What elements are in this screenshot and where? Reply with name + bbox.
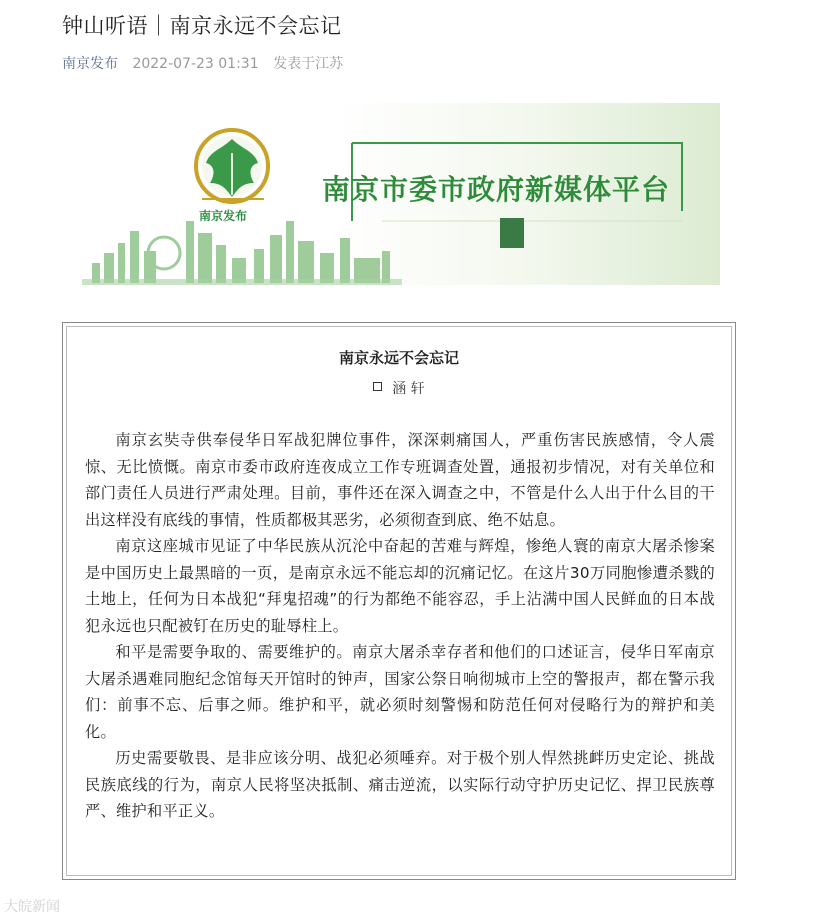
paragraph: 南京这座城市见证了中华民族从沉沦中奋起的苦难与辉煌，惨绝人寰的南京大屠杀惨案是中国历史上最黑暗的一页，是南京永远不能忘却的沉痛记忆。在这片30万同胞惨遭杀戮的土地上，任何为日本战犯“拜鬼招魂”的行为都绝不能容忍，手上沾满中国人民鲜血的日本战犯永远也只配被钉在历史的耻辱柱上。 xyxy=(85,537,715,635)
paragraph: 南京玄奘寺供奉侵华日军战犯牌位事件，深深刺痛国人，严重伤害民族感情，令人震惊、无比愤慨。南京市委市政府连夜成立工作专班调查处置，通报初步情况，对有关单位和部门责任人员进行严肃处理。目前，事件还在深入调查之中，不管是什么人出于什么目的干出这样没有底线的事情，性质都极其恶劣，必须彻查到底、绝不姑息。 xyxy=(85,431,715,529)
seal-icon xyxy=(500,218,524,248)
publish-location: 发表于江苏 xyxy=(273,56,344,72)
banner-image xyxy=(82,103,720,285)
logo-leaf-icon xyxy=(196,130,268,202)
byline-text: 涵 轩 xyxy=(392,381,425,397)
watermark: 大皖新闻 xyxy=(4,899,60,915)
content-byline xyxy=(63,378,735,398)
content-title: 南京永远不会忘记 xyxy=(338,349,459,367)
banner-logo-label: 南京发布 xyxy=(199,209,248,223)
article-body xyxy=(85,427,715,825)
author-link[interactable]: 南京发布 xyxy=(62,56,118,72)
banner-title: 南京市委市政府新媒体平台 xyxy=(322,173,671,206)
article-headline: 钟山听语｜南京永远不会忘记 xyxy=(62,14,342,38)
paragraph: 和平是需要争取的、需要维护的。南京大屠杀幸存者和他们的口述证言，侵华日军南京大屠杀遇难同胞纪念馆每天开馆时的钟声，国家公祭日响彻城市上空的警报声，都在警示我们：前事不忘、后事之师。维护和平，就必须时刻警惕和防范任何对侵略行为的辩护和美化。 xyxy=(85,643,715,741)
publish-date: 2022-07-23 01:31 xyxy=(132,56,259,72)
article-meta xyxy=(62,53,343,73)
paragraph: 历史需要敬畏、是非应该分明、战犯必须唾弃。对于极个别人悍然挑衅历史定论、挑战民族底线的行为，南京人民将坚决抵制、痛击逆流，以实际行动守护历史记忆、捍卫民族尊严、维护和平正义。 xyxy=(85,749,715,820)
square-bullet-icon xyxy=(373,382,382,391)
article-box xyxy=(62,322,736,880)
city-skyline-icon xyxy=(92,221,390,283)
